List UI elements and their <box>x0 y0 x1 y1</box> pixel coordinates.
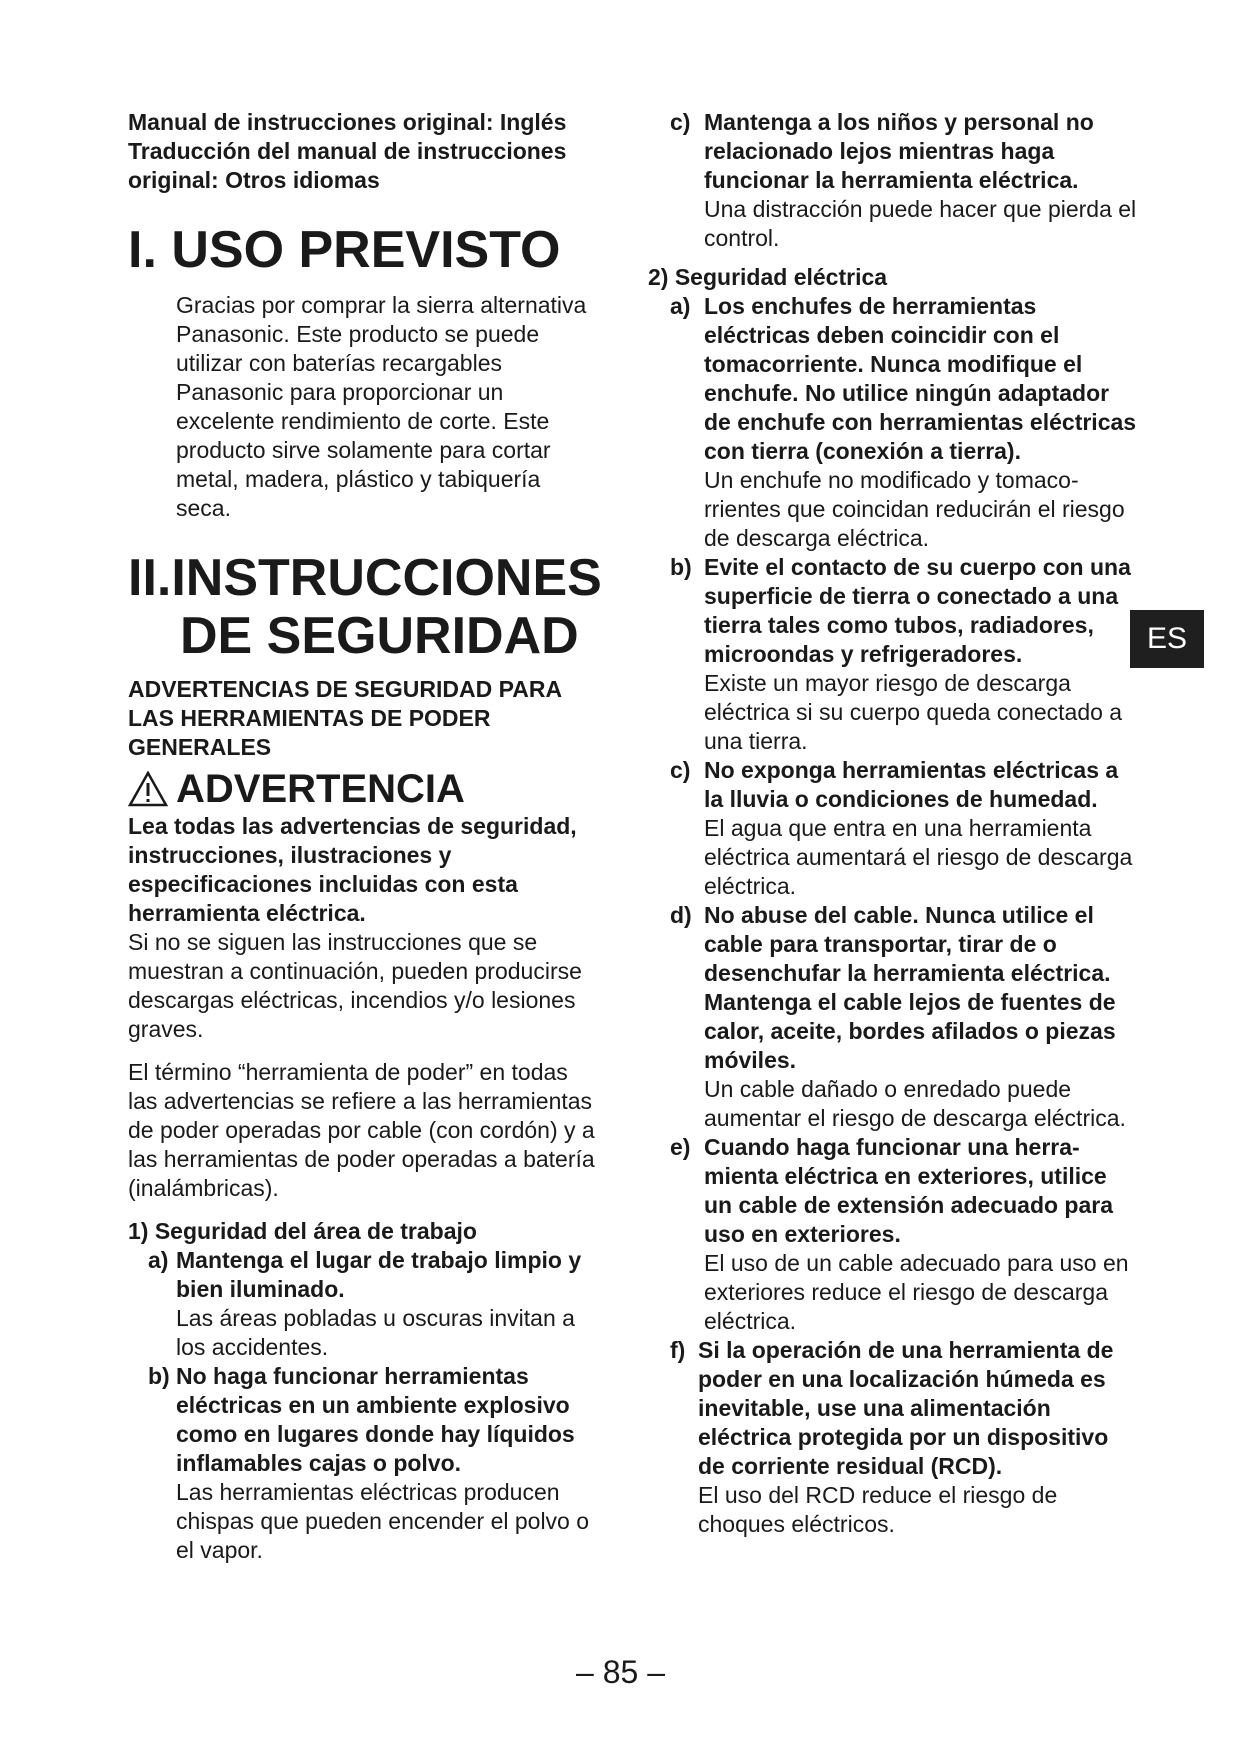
manual-language-line-1: Manual de instrucciones original: Inglés <box>128 109 567 135</box>
warning-bold-text: Lea todas las advertencias de seguridad, instrucciones, ilustraciones y especificaciones incluidas con esta herramienta eléctrica. <box>128 813 577 926</box>
section-number: II. <box>128 549 172 607</box>
work-area-item-a: a) Mantenga el lugar de trabajo limpio y bien iluminado. Las áreas pobladas u oscuras invitan a los accidentes. <box>148 1247 582 1360</box>
warning-heading <box>128 766 598 812</box>
section-title-instrucciones <box>128 549 602 665</box>
warning-text: Si no se siguen las instrucciones que se muestran a continuación, pueden producirse descargas eléctricas, incendios y/o lesiones graves. <box>128 929 582 1042</box>
warning-label: ADVERTENCIA <box>176 767 465 811</box>
manual-language-line-2: Traducción del manual de instrucciones <box>128 138 567 164</box>
section-title-uso-previsto: I. USO PREVISTO <box>128 221 561 279</box>
warning-triangle-icon <box>128 771 168 807</box>
language-tab-es: ES <box>1130 610 1204 668</box>
power-tool-term-text: El término “herramienta de poder” en todas las advertencias se refiere a las herramientas de poder operadas por cable (con cordón) y a las herramientas de poder operadas a batería (inalámbricas). <box>128 1059 595 1201</box>
electrical-item-a: a) Los enchufes de herramientas eléctricas deben coincidir con el tomacorriente. Nunca modifique el enchufe. No utilice ningún adaptador de enchufe con herramientas eléctricas con tierra (conexión a tierra). Un enchufe no modificado y tomacorrientes que coincidan reducirán el riesgo de descarga eléctrica. <box>670 293 1137 551</box>
electrical-safety-heading: 2) Seguridad eléctrica <box>648 264 888 290</box>
manual-language-line-3: original: Otros idiomas <box>128 167 380 193</box>
intended-use-text: Gracias por comprar la sierra alternativa Panasonic. Este producto se puede utilizar con baterías recargables Panasonic para proporcionar un excelente rendimiento de corte. Este producto sirve solamente para cortar metal, madera, plástico y tabiquería seca. <box>176 292 587 521</box>
electrical-item-c: c) No exponga herramientas eléctricas a la lluvia o condiciones de humedad. El agua que entra en una herramienta eléctrica aumentará el riesgo de descarga eléctrica. <box>670 757 1133 899</box>
right-column <box>648 108 1138 1539</box>
section-title-line-1: INSTRUCCIONES <box>171 549 602 607</box>
electrical-item-f: f) Si la operación de una herramienta de poder en una localización húmeda es inevitable, use una alimentación eléctrica protegida por un dispositivo de corriente residual (RCD). El uso del RCD reduce el riesgo de choques eléctricos. <box>670 1337 1114 1537</box>
work-area-item-c: c) Mantenga a los niños y personal no relacionado lejos mientras haga funcionar la herramienta eléctrica. Una distracción puede hacer que pierda el control. <box>670 109 1137 251</box>
electrical-item-b: b) Evite el contacto de su cuerpo con una superficie de tierra o conectado a una tierra tales como tubos, radiadores, microondas y refrigeradores. Existe un mayor riesgo de descarga eléctrica si su cuerpo queda conectado a una tierra. <box>670 554 1131 754</box>
work-area-heading: 1) Seguridad del área de trabajo <box>128 1218 477 1244</box>
page-number: – 85 – <box>576 1654 665 1690</box>
work-area-item-b: b) No haga funcionar herramientas eléctricas en un ambiente explosivo como en lugares donde hay líquidos inflamables cajas o polvo. Las herramientas eléctricas producen chispas que pueden encender el polvo o el vapor. <box>148 1363 590 1563</box>
electrical-item-d: d) No abuse del cable. Nunca utilice el cable para transportar, tirar de o desenchufar la herramienta eléctrica. Mantenga el cable lejos de fuentes de calor, aceite, bordes afilados o piezas móviles. Un cable dañado o enredado puede aumentar el riesgo de descarga eléctrica. <box>670 902 1126 1131</box>
left-column <box>128 108 602 1565</box>
section-title-line-2: DE SEGURIDAD <box>180 607 579 665</box>
electrical-item-e: e) Cuando haga funcionar una herramienta eléctrica en exteriores, utilice un cable de extensión adecuado para uso en exteriores. El uso de un cable adecuado para uso en exteriores reduce el riesgo de descarga eléctrica. <box>670 1134 1129 1334</box>
safety-subtitle: ADVERTENCIAS DE SEGURIDAD PARA LAS HERRAMIENTAS DE PODER GENERALES <box>128 676 562 760</box>
